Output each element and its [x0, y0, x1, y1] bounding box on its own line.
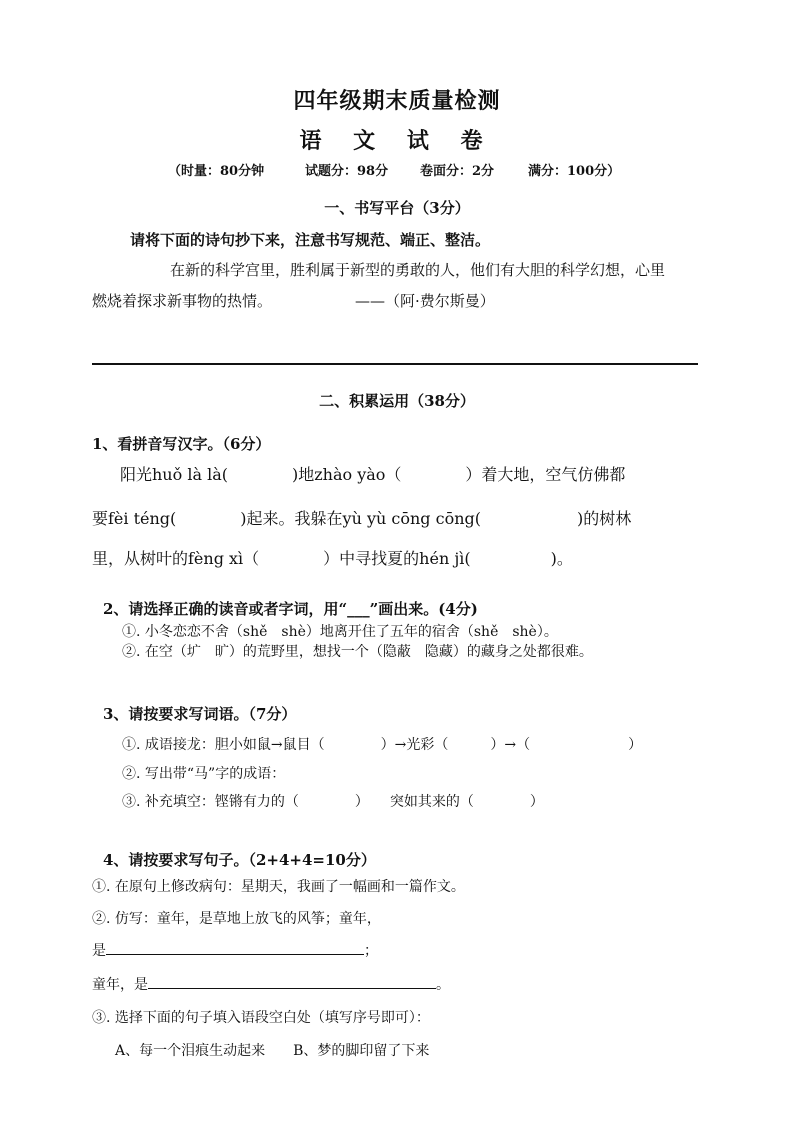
q4-blank2-prefix: 童年，是 [92, 977, 148, 993]
q3-item-2[interactable]: ②. 写出带“马”字的成语： [122, 766, 286, 782]
q3-item-3[interactable]: ③. 补充填空：铿锵有力的（ ） 突如其来的（ ） [122, 794, 544, 810]
q4-blank1-prefix: 是 [92, 943, 106, 959]
q4-blank-line-1[interactable] [92, 940, 378, 960]
section2-heading: 二、积累运用（38分） [319, 392, 475, 410]
q4-options: A、每一个泪痕生动起来 B、梦的脚印留了下来 [115, 1043, 430, 1059]
exam-subtitle: 语 文 试 卷 [299, 128, 495, 154]
q1-line-2[interactable]: 要fèi téng( )起来。我躲在yù yù cōng cōng( )的树林 [92, 509, 632, 528]
q3-item-1[interactable]: ①. 成语接龙：胆小如鼠→鼠目（ ）→光彩（ ）→（ ） [122, 737, 643, 753]
copy-writing-line[interactable] [92, 363, 698, 365]
q2-item-1[interactable]: ①. 小冬恋恋不舍（shě shè）地离开住了五年的宿舍（shě shè）。 [122, 624, 558, 640]
q1-title: 1、看拼音写汉字。（6分） [92, 435, 271, 453]
q4-blank-line-2[interactable] [92, 974, 450, 994]
question-score: 试题分：98分 [305, 164, 389, 179]
q4-blank2-suffix: 。 [436, 977, 450, 993]
section1-heading: 一、书写平台（3分） [324, 199, 470, 217]
exam-title: 四年级期末质量检测 [293, 88, 501, 114]
q1-line-1[interactable]: 阳光huǒ là là( )地zhào yào（ ）着大地，空气仿佛都 [120, 465, 626, 484]
q2-title: 2、请选择正确的读音或者字词，用“___”画出来。(4分) [103, 600, 478, 618]
section1-instruction: 请将下面的诗句抄下来，注意书写规范、端正、整洁。 [130, 231, 491, 249]
answer-underline-1[interactable] [106, 940, 364, 955]
quote-line-1: 在新的科学宫里，胜利属于新型的勇敢的人，他们有大胆的科学幻想，心里 [170, 261, 666, 279]
q4-item-2: ②. 仿写：童年，是草地上放飞的风筝；童年， [92, 911, 381, 927]
q4-item-1[interactable]: ①. 在原句上修改病句：星期天，我画了一幅画和一篇作文。 [92, 879, 465, 895]
q1-line-3[interactable]: 里，从树叶的fèng xì（ ）中寻找夏的hén jì( )。 [92, 549, 573, 568]
q2-item-2[interactable]: ②. 在空（圹 旷）的荒野里，想找一个（隐蔽 隐藏）的藏身之处都很难。 [122, 644, 593, 660]
neatness-score: 卷面分：2分 [420, 164, 495, 179]
q4-title: 4、请按要求写句子。（2+4+4=10分） [103, 851, 376, 869]
q4-blank1-suffix: ； [364, 943, 378, 959]
q3-title: 3、请按要求写词语。（7分） [103, 705, 297, 723]
quote-line-2: 燃烧着探求新事物的热情。 [92, 292, 273, 310]
time-limit: （时量：80分钟 [168, 164, 265, 179]
quote-attribution: ——（阿·费尔斯曼） [355, 292, 495, 310]
q4-item-3: ③. 选择下面的句子填入语段空白处（填写序号即可）： [92, 1010, 430, 1026]
answer-underline-2[interactable] [148, 974, 436, 989]
full-score: 满分：100分） [528, 164, 621, 179]
